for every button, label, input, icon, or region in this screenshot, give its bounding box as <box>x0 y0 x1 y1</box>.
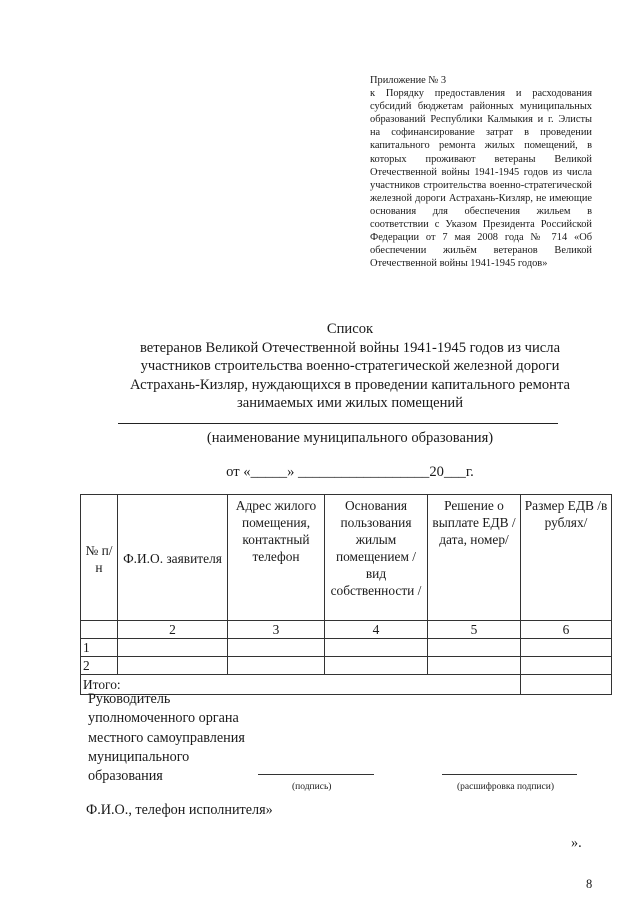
column-numbers-row <box>81 621 612 639</box>
table-cell <box>428 639 521 657</box>
title-line-5: занимаемых ими жилых помещений <box>236 395 464 412</box>
signature-line <box>258 774 374 775</box>
table-cell <box>428 657 521 675</box>
title-line-1: Список <box>326 321 374 337</box>
column-number: 3 <box>228 621 325 639</box>
title-line-3: участников строительства военно-стратегической железной дороги <box>140 358 560 375</box>
header-number: № п/н <box>81 495 118 621</box>
column-number: 5 <box>428 621 521 639</box>
total-label: Итого: <box>81 675 521 695</box>
table-cell <box>325 657 428 675</box>
table-cell <box>118 657 228 675</box>
column-number: 2 <box>118 621 228 639</box>
closing-quote: ». <box>571 835 582 851</box>
title-line-4: Астрахань-Кизляр, нуждающихся в проведении капитального ремонта <box>129 376 571 393</box>
table-cell <box>228 657 325 675</box>
header-fio: Ф.И.О. заявителя <box>118 495 228 621</box>
column-number <box>81 621 118 639</box>
column-number: 6 <box>521 621 612 639</box>
signer-line: образования <box>88 768 163 785</box>
table-row <box>81 639 612 657</box>
signature-caption: (подпись) <box>292 782 332 792</box>
signer-line: уполномоченного органа <box>88 710 239 727</box>
page-number: 8 <box>586 877 593 891</box>
appendix-text: к Порядку предоставления и расходования субсидий бюджетам районных муниципальных образований Республики Калмыкия и г. Элисты на софинансирование затрат в проведении капитального ремонта жилых помещений, в которых проживают ветераны Великой Отечественной войны 1941-1945 годов из числа участников строительства военно-стратегической железной дороги Астрахань-Кизляр, не имеющие основания для обеспечения жильем в соответствии с Указом Президента Российской Федерации от 7 мая 2008 года № 714 «Об обеспечении жильём ветеранов Великой Отечественной войны 1941-1945 годов» <box>370 88 592 270</box>
header-address: Адрес жилого помещения, контактный телефон <box>228 495 325 621</box>
signer-line: Руководитель <box>88 691 171 707</box>
row-number: 2 <box>81 657 118 675</box>
total-value <box>521 675 612 695</box>
municipality-line <box>118 423 558 424</box>
table-cell <box>521 657 612 675</box>
decoding-caption: (расшифровка подписи) <box>457 782 554 792</box>
signer-block <box>88 690 245 786</box>
decoding-line <box>442 774 577 775</box>
table-cell <box>325 639 428 657</box>
table-cell <box>521 639 612 657</box>
document-title <box>70 320 630 413</box>
executor-label: Ф.И.О., телефон исполнителя» <box>86 802 273 818</box>
header-basis: Основания пользования жилым помещением /вид собственности / <box>325 495 428 621</box>
signer-line: муниципального <box>88 748 190 765</box>
table-cell <box>118 639 228 657</box>
title-line-2: ветеранов Великой Отечественной войны 1941-1945 годов из числа <box>139 339 561 356</box>
appendix-block <box>370 74 592 270</box>
row-number: 1 <box>81 639 118 657</box>
date-line: от «_____» __________________20___г. <box>226 464 474 480</box>
table-cell <box>228 639 325 657</box>
header-decision: Решение о выплате ЕДВ /дата, номер/ <box>428 495 521 621</box>
header-amount: Размер ЕДВ /в рублях/ <box>521 495 612 621</box>
table-row <box>81 657 612 675</box>
signer-line: местного самоуправления <box>88 729 245 746</box>
table-header-row <box>81 495 612 621</box>
appendix-header: Приложение № 3 <box>370 75 447 86</box>
veterans-table <box>80 494 612 695</box>
column-number: 4 <box>325 621 428 639</box>
municipality-caption: (наименование муниципального образования) <box>206 430 494 446</box>
